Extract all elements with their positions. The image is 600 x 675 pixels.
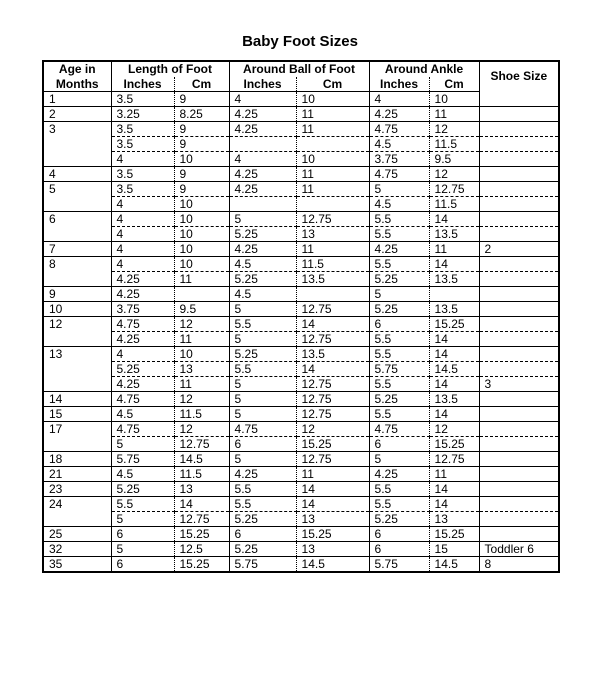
header-ball-inches: Inches bbox=[229, 77, 296, 92]
ball-inches-cell: 6 bbox=[229, 527, 296, 542]
ball-cm-cell: 12.75 bbox=[296, 212, 369, 227]
shoe-size-cell bbox=[479, 392, 559, 407]
ball-cm-cell: 11 bbox=[296, 467, 369, 482]
ankle-inches-cell: 5 bbox=[369, 182, 429, 197]
ball-inches-cell: 4.75 bbox=[229, 422, 296, 437]
length-inches-cell: 4.25 bbox=[111, 272, 174, 287]
age-cell: 6 bbox=[43, 212, 111, 242]
ball-cm-cell: 15.25 bbox=[296, 437, 369, 452]
age-cell: 9 bbox=[43, 287, 111, 302]
length-inches-cell: 3.5 bbox=[111, 122, 174, 137]
table-row bbox=[43, 92, 559, 107]
length-cm-cell: 10 bbox=[174, 227, 229, 242]
ankle-cm-cell: 13.5 bbox=[429, 272, 479, 287]
ankle-inches-cell: 5.5 bbox=[369, 257, 429, 272]
ball-inches-cell: 4.25 bbox=[229, 467, 296, 482]
ankle-cm-cell: 13.5 bbox=[429, 392, 479, 407]
ankle-cm-cell: 14 bbox=[429, 377, 479, 392]
shoe-size-cell bbox=[479, 137, 559, 152]
length-inches-cell: 4 bbox=[111, 242, 174, 257]
ankle-cm-cell: 14 bbox=[429, 332, 479, 347]
length-cm-cell: 12.5 bbox=[174, 542, 229, 557]
ball-inches-cell: 4.25 bbox=[229, 167, 296, 182]
ball-inches-cell: 4.5 bbox=[229, 257, 296, 272]
table-row bbox=[43, 182, 559, 197]
table-row bbox=[43, 512, 559, 527]
shoe-size-cell bbox=[479, 287, 559, 302]
table-row bbox=[43, 227, 559, 242]
shoe-size-cell bbox=[479, 422, 559, 437]
table-row bbox=[43, 557, 559, 573]
table-row bbox=[43, 302, 559, 317]
age-cell: 5 bbox=[43, 182, 111, 212]
ball-inches-cell: 5.25 bbox=[229, 347, 296, 362]
length-cm-cell bbox=[174, 287, 229, 302]
ball-inches-cell: 5 bbox=[229, 407, 296, 422]
table-row bbox=[43, 287, 559, 302]
length-cm-cell: 13 bbox=[174, 482, 229, 497]
shoe-size-cell bbox=[479, 197, 559, 212]
ankle-cm-cell: 13.5 bbox=[429, 227, 479, 242]
ball-inches-cell: 4.5 bbox=[229, 287, 296, 302]
table-row bbox=[43, 377, 559, 392]
ball-inches-cell: 5.5 bbox=[229, 317, 296, 332]
length-inches-cell: 4 bbox=[111, 212, 174, 227]
table-row bbox=[43, 257, 559, 272]
shoe-size-cell bbox=[479, 227, 559, 242]
ball-cm-cell: 13 bbox=[296, 542, 369, 557]
ball-cm-cell: 11 bbox=[296, 122, 369, 137]
ball-cm-cell: 11.5 bbox=[296, 257, 369, 272]
shoe-size-cell bbox=[479, 452, 559, 467]
ball-inches-cell: 4 bbox=[229, 152, 296, 167]
table-row bbox=[43, 122, 559, 137]
ankle-inches-cell: 5.75 bbox=[369, 362, 429, 377]
ball-inches-cell: 4.25 bbox=[229, 122, 296, 137]
ankle-inches-cell: 4.5 bbox=[369, 137, 429, 152]
ankle-cm-cell: 12 bbox=[429, 422, 479, 437]
ankle-cm-cell: 12.75 bbox=[429, 182, 479, 197]
age-cell: 35 bbox=[43, 557, 111, 573]
header-length-of-foot: Length of Foot bbox=[111, 61, 229, 77]
ankle-inches-cell: 5.25 bbox=[369, 272, 429, 287]
length-inches-cell: 5 bbox=[111, 542, 174, 557]
length-cm-cell: 9.5 bbox=[174, 302, 229, 317]
length-inches-cell: 4 bbox=[111, 257, 174, 272]
length-inches-cell: 3.5 bbox=[111, 167, 174, 182]
age-cell: 15 bbox=[43, 407, 111, 422]
ball-cm-cell bbox=[296, 287, 369, 302]
length-inches-cell: 3.75 bbox=[111, 302, 174, 317]
ankle-cm-cell: 14 bbox=[429, 347, 479, 362]
shoe-size-cell bbox=[479, 182, 559, 197]
ball-cm-cell: 12.75 bbox=[296, 302, 369, 317]
ball-inches-cell: 4.25 bbox=[229, 242, 296, 257]
ball-cm-cell: 12 bbox=[296, 422, 369, 437]
table-row bbox=[43, 437, 559, 452]
shoe-size-cell: Toddler 6 bbox=[479, 542, 559, 557]
length-inches-cell: 4.75 bbox=[111, 422, 174, 437]
age-cell: 18 bbox=[43, 452, 111, 467]
age-cell: 32 bbox=[43, 542, 111, 557]
ball-cm-cell: 12.75 bbox=[296, 332, 369, 347]
shoe-size-cell: 8 bbox=[479, 557, 559, 573]
ball-cm-cell: 14 bbox=[296, 317, 369, 332]
ankle-cm-cell: 14.5 bbox=[429, 362, 479, 377]
ankle-inches-cell: 4.75 bbox=[369, 122, 429, 137]
table-row bbox=[43, 392, 559, 407]
foot-size-table bbox=[42, 60, 560, 573]
table-row bbox=[43, 467, 559, 482]
ankle-cm-cell: 9.5 bbox=[429, 152, 479, 167]
shoe-size-cell bbox=[479, 527, 559, 542]
length-cm-cell: 10 bbox=[174, 347, 229, 362]
ball-cm-cell: 13 bbox=[296, 512, 369, 527]
shoe-size-cell bbox=[479, 302, 559, 317]
shoe-size-cell: 2 bbox=[479, 242, 559, 257]
length-inches-cell: 4.75 bbox=[111, 392, 174, 407]
length-inches-cell: 5 bbox=[111, 512, 174, 527]
ball-cm-cell: 14 bbox=[296, 362, 369, 377]
length-inches-cell: 5.25 bbox=[111, 362, 174, 377]
ankle-inches-cell: 5.5 bbox=[369, 482, 429, 497]
ankle-cm-cell: 14 bbox=[429, 497, 479, 512]
length-cm-cell: 14.5 bbox=[174, 452, 229, 467]
shoe-size-cell bbox=[479, 212, 559, 227]
length-cm-cell: 8.25 bbox=[174, 107, 229, 122]
age-cell: 23 bbox=[43, 482, 111, 497]
age-cell: 4 bbox=[43, 167, 111, 182]
ankle-cm-cell: 14 bbox=[429, 212, 479, 227]
ball-inches-cell: 5.25 bbox=[229, 512, 296, 527]
length-inches-cell: 3.5 bbox=[111, 92, 174, 107]
ankle-inches-cell: 5.5 bbox=[369, 347, 429, 362]
length-cm-cell: 15.25 bbox=[174, 527, 229, 542]
length-inches-cell: 5.5 bbox=[111, 497, 174, 512]
ball-inches-cell: 4.25 bbox=[229, 182, 296, 197]
length-cm-cell: 9 bbox=[174, 167, 229, 182]
table-row bbox=[43, 422, 559, 437]
shoe-size-cell bbox=[479, 107, 559, 122]
ankle-inches-cell: 4.5 bbox=[369, 197, 429, 212]
age-cell: 24 bbox=[43, 497, 111, 527]
ball-cm-cell: 12.75 bbox=[296, 452, 369, 467]
length-inches-cell: 4.5 bbox=[111, 407, 174, 422]
length-inches-cell: 4 bbox=[111, 197, 174, 212]
ball-cm-cell: 14.5 bbox=[296, 557, 369, 573]
ball-inches-cell: 6 bbox=[229, 437, 296, 452]
table-body bbox=[43, 92, 559, 573]
ankle-inches-cell: 5 bbox=[369, 287, 429, 302]
ankle-inches-cell: 3.75 bbox=[369, 152, 429, 167]
header-length-cm: Cm bbox=[174, 77, 229, 92]
length-cm-cell: 12 bbox=[174, 317, 229, 332]
length-inches-cell: 6 bbox=[111, 557, 174, 573]
shoe-size-cell bbox=[479, 92, 559, 107]
ankle-cm-cell: 13.5 bbox=[429, 302, 479, 317]
ankle-cm-cell: 14 bbox=[429, 257, 479, 272]
length-cm-cell: 12 bbox=[174, 422, 229, 437]
length-cm-cell: 11 bbox=[174, 332, 229, 347]
ankle-cm-cell: 12 bbox=[429, 167, 479, 182]
shoe-size-cell bbox=[479, 257, 559, 272]
table-row bbox=[43, 272, 559, 287]
ankle-inches-cell: 4 bbox=[369, 92, 429, 107]
length-cm-cell: 10 bbox=[174, 242, 229, 257]
ankle-cm-cell: 15 bbox=[429, 542, 479, 557]
length-inches-cell: 4.25 bbox=[111, 332, 174, 347]
page-title: Baby Foot Sizes bbox=[242, 33, 358, 50]
ankle-cm-cell: 13 bbox=[429, 512, 479, 527]
ball-inches-cell: 5 bbox=[229, 332, 296, 347]
ball-inches-cell: 5 bbox=[229, 392, 296, 407]
shoe-size-cell bbox=[479, 317, 559, 332]
ankle-inches-cell: 6 bbox=[369, 527, 429, 542]
ankle-cm-cell bbox=[429, 287, 479, 302]
length-cm-cell: 10 bbox=[174, 257, 229, 272]
ankle-cm-cell: 11 bbox=[429, 242, 479, 257]
ball-cm-cell: 10 bbox=[296, 92, 369, 107]
table-row bbox=[43, 452, 559, 467]
ball-inches-cell: 5.5 bbox=[229, 482, 296, 497]
ankle-cm-cell: 11 bbox=[429, 107, 479, 122]
length-cm-cell: 10 bbox=[174, 152, 229, 167]
length-inches-cell: 5.25 bbox=[111, 482, 174, 497]
length-inches-cell: 6 bbox=[111, 527, 174, 542]
ankle-cm-cell: 14 bbox=[429, 482, 479, 497]
ankle-inches-cell: 4.25 bbox=[369, 107, 429, 122]
length-cm-cell: 11 bbox=[174, 377, 229, 392]
ankle-cm-cell: 11.5 bbox=[429, 137, 479, 152]
ankle-inches-cell: 5.5 bbox=[369, 227, 429, 242]
shoe-size-cell bbox=[479, 467, 559, 482]
age-cell: 21 bbox=[43, 467, 111, 482]
length-cm-cell: 13 bbox=[174, 362, 229, 377]
table-row bbox=[43, 152, 559, 167]
age-cell: 8 bbox=[43, 257, 111, 287]
ball-cm-cell: 12.75 bbox=[296, 407, 369, 422]
ankle-cm-cell: 12.75 bbox=[429, 452, 479, 467]
length-inches-cell: 5 bbox=[111, 437, 174, 452]
ball-inches-cell: 5 bbox=[229, 302, 296, 317]
ankle-inches-cell: 5 bbox=[369, 452, 429, 467]
table-row bbox=[43, 407, 559, 422]
ankle-cm-cell: 10 bbox=[429, 92, 479, 107]
ball-cm-cell: 11 bbox=[296, 242, 369, 257]
ball-inches-cell bbox=[229, 137, 296, 152]
table-row bbox=[43, 497, 559, 512]
table-row bbox=[43, 317, 559, 332]
length-cm-cell: 10 bbox=[174, 197, 229, 212]
header-around-ankle: Around Ankle bbox=[369, 61, 479, 77]
table-row bbox=[43, 482, 559, 497]
ball-cm-cell: 14 bbox=[296, 482, 369, 497]
header-around-ball: Around Ball of Foot bbox=[229, 61, 369, 77]
length-inches-cell: 3.5 bbox=[111, 137, 174, 152]
length-cm-cell: 9 bbox=[174, 182, 229, 197]
ball-cm-cell: 12.75 bbox=[296, 377, 369, 392]
shoe-size-cell bbox=[479, 332, 559, 347]
ball-cm-cell: 15.25 bbox=[296, 527, 369, 542]
header-length-inches: Inches bbox=[111, 77, 174, 92]
ball-inches-cell: 5.25 bbox=[229, 227, 296, 242]
shoe-size-cell bbox=[479, 152, 559, 167]
shoe-size-cell bbox=[479, 437, 559, 452]
shoe-size-cell bbox=[479, 122, 559, 137]
ball-inches-cell: 5.25 bbox=[229, 272, 296, 287]
ankle-inches-cell: 5.5 bbox=[369, 407, 429, 422]
ball-cm-cell bbox=[296, 197, 369, 212]
length-cm-cell: 9 bbox=[174, 92, 229, 107]
length-inches-cell: 4.25 bbox=[111, 287, 174, 302]
ball-cm-cell bbox=[296, 137, 369, 152]
shoe-size-cell bbox=[479, 512, 559, 527]
age-cell: 2 bbox=[43, 107, 111, 122]
table-row bbox=[43, 527, 559, 542]
age-cell: 1 bbox=[43, 92, 111, 107]
length-inches-cell: 4 bbox=[111, 227, 174, 242]
ankle-inches-cell: 5.5 bbox=[369, 332, 429, 347]
length-cm-cell: 10 bbox=[174, 212, 229, 227]
length-cm-cell: 12.75 bbox=[174, 437, 229, 452]
ball-inches-cell: 5.75 bbox=[229, 557, 296, 573]
length-inches-cell: 4 bbox=[111, 347, 174, 362]
shoe-size-cell bbox=[479, 407, 559, 422]
length-cm-cell: 11.5 bbox=[174, 467, 229, 482]
header-ankle-cm: Cm bbox=[429, 77, 479, 92]
ball-inches-cell bbox=[229, 197, 296, 212]
ankle-cm-cell: 14 bbox=[429, 407, 479, 422]
ball-inches-cell: 4 bbox=[229, 92, 296, 107]
ankle-cm-cell: 15.25 bbox=[429, 527, 479, 542]
table-row bbox=[43, 242, 559, 257]
length-inches-cell: 3.25 bbox=[111, 107, 174, 122]
table-row bbox=[43, 167, 559, 182]
ball-cm-cell: 11 bbox=[296, 167, 369, 182]
ball-cm-cell: 13.5 bbox=[296, 347, 369, 362]
ankle-cm-cell: 15.25 bbox=[429, 437, 479, 452]
table-row bbox=[43, 197, 559, 212]
shoe-size-cell bbox=[479, 362, 559, 377]
ball-inches-cell: 5 bbox=[229, 452, 296, 467]
age-cell: 17 bbox=[43, 422, 111, 452]
ball-cm-cell: 13.5 bbox=[296, 272, 369, 287]
ankle-inches-cell: 4.25 bbox=[369, 467, 429, 482]
table-row bbox=[43, 347, 559, 362]
ankle-cm-cell: 11.5 bbox=[429, 197, 479, 212]
table-row bbox=[43, 362, 559, 377]
ankle-inches-cell: 6 bbox=[369, 542, 429, 557]
ankle-inches-cell: 5.25 bbox=[369, 302, 429, 317]
ankle-inches-cell: 5.25 bbox=[369, 512, 429, 527]
age-cell: 13 bbox=[43, 347, 111, 392]
ankle-cm-cell: 11 bbox=[429, 467, 479, 482]
age-cell: 14 bbox=[43, 392, 111, 407]
table-row bbox=[43, 107, 559, 122]
table-row bbox=[43, 137, 559, 152]
shoe-size-cell bbox=[479, 482, 559, 497]
shoe-size-cell: 3 bbox=[479, 377, 559, 392]
table-row bbox=[43, 212, 559, 227]
ankle-inches-cell: 5.5 bbox=[369, 377, 429, 392]
ball-cm-cell: 12.75 bbox=[296, 392, 369, 407]
ankle-inches-cell: 5.75 bbox=[369, 557, 429, 573]
age-cell: 7 bbox=[43, 242, 111, 257]
length-cm-cell: 11.5 bbox=[174, 407, 229, 422]
ankle-inches-cell: 5.5 bbox=[369, 212, 429, 227]
ball-inches-cell: 4.25 bbox=[229, 107, 296, 122]
ankle-cm-cell: 15.25 bbox=[429, 317, 479, 332]
header-age: Age in bbox=[43, 61, 111, 77]
ankle-inches-cell: 5.25 bbox=[369, 392, 429, 407]
ball-cm-cell: 13 bbox=[296, 227, 369, 242]
table-row bbox=[43, 542, 559, 557]
header-ankle-inches: Inches bbox=[369, 77, 429, 92]
ball-inches-cell: 5.5 bbox=[229, 362, 296, 377]
age-cell: 10 bbox=[43, 302, 111, 317]
ball-inches-cell: 5 bbox=[229, 377, 296, 392]
ball-cm-cell: 11 bbox=[296, 107, 369, 122]
shoe-size-cell bbox=[479, 497, 559, 512]
ankle-inches-cell: 4.75 bbox=[369, 422, 429, 437]
length-inches-cell: 4.25 bbox=[111, 377, 174, 392]
length-cm-cell: 15.25 bbox=[174, 557, 229, 573]
length-inches-cell: 4 bbox=[111, 152, 174, 167]
ball-cm-cell: 10 bbox=[296, 152, 369, 167]
length-cm-cell: 11 bbox=[174, 272, 229, 287]
length-cm-cell: 14 bbox=[174, 497, 229, 512]
ankle-inches-cell: 6 bbox=[369, 317, 429, 332]
header-months: Months bbox=[43, 77, 111, 92]
ball-inches-cell: 5 bbox=[229, 212, 296, 227]
header-shoe-size: Shoe Size bbox=[490, 69, 548, 84]
header-ball-cm: Cm bbox=[296, 77, 369, 92]
ankle-inches-cell: 4.75 bbox=[369, 167, 429, 182]
table-row bbox=[43, 332, 559, 347]
ankle-inches-cell: 5.5 bbox=[369, 497, 429, 512]
length-inches-cell: 4.75 bbox=[111, 317, 174, 332]
shoe-size-cell bbox=[479, 167, 559, 182]
ankle-inches-cell: 4.25 bbox=[369, 242, 429, 257]
length-inches-cell: 5.75 bbox=[111, 452, 174, 467]
length-cm-cell: 12.75 bbox=[174, 512, 229, 527]
length-cm-cell: 12 bbox=[174, 392, 229, 407]
age-cell: 12 bbox=[43, 317, 111, 347]
ankle-cm-cell: 14.5 bbox=[429, 557, 479, 573]
shoe-size-cell bbox=[479, 272, 559, 287]
age-cell: 3 bbox=[43, 122, 111, 167]
length-cm-cell: 9 bbox=[174, 122, 229, 137]
length-inches-cell: 4.5 bbox=[111, 467, 174, 482]
ball-cm-cell: 14 bbox=[296, 497, 369, 512]
ball-inches-cell: 5.5 bbox=[229, 497, 296, 512]
ankle-cm-cell: 12 bbox=[429, 122, 479, 137]
ankle-inches-cell: 6 bbox=[369, 437, 429, 452]
length-inches-cell: 3.5 bbox=[111, 182, 174, 197]
length-cm-cell: 9 bbox=[174, 137, 229, 152]
age-cell: 25 bbox=[43, 527, 111, 542]
ball-inches-cell: 5.25 bbox=[229, 542, 296, 557]
shoe-size-cell bbox=[479, 347, 559, 362]
ball-cm-cell: 11 bbox=[296, 182, 369, 197]
